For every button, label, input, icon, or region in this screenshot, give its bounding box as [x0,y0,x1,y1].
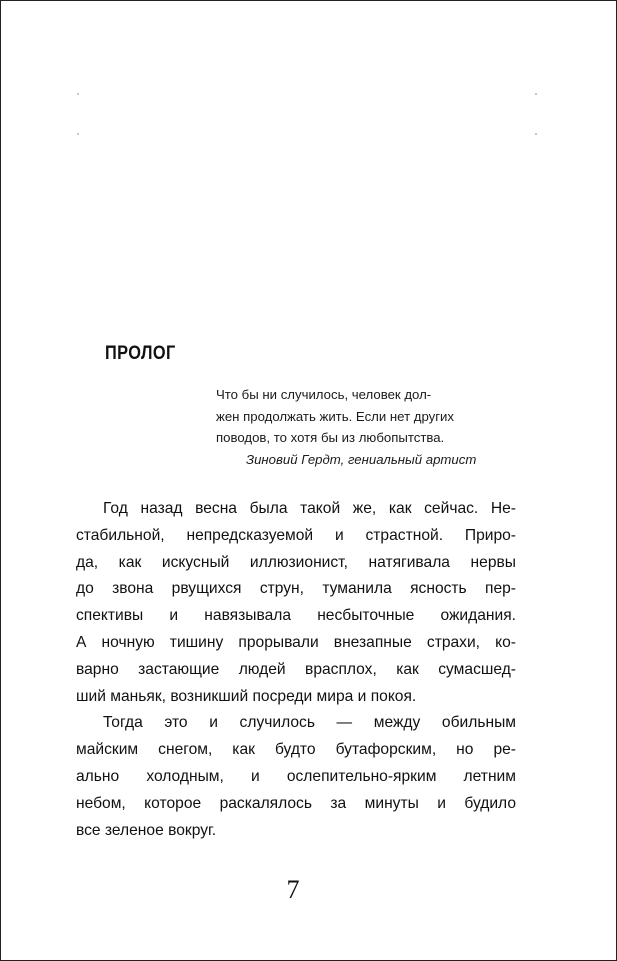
epigraph-line: жен продолжать жить. Если нет других [216,408,455,424]
body-text [76,496,516,844]
paragraph-line: до звона рвущихся струн, туманила ясность пер- [76,580,516,598]
crop-mark [535,93,537,95]
paragraph-line: ший маньяк, возникший посреди мира и покоя. [76,687,417,705]
paragraph-line: ально холодным, и ослепительно-ярким летним [76,767,516,785]
epigraph-author: Зиновий Гердт, гениальный артист [246,451,477,467]
page-number: 7 [286,875,300,904]
paragraph-line: да, как искусный иллюзионист, натягивала нервы [76,553,516,571]
crop-mark [77,133,79,135]
paragraph-line: Тогда это и случилось — между обильным [103,714,516,732]
paragraph-line: спективы и навязывала несбыточные ожидания. [76,607,516,625]
crop-mark [77,93,79,95]
paragraph-line: майским снегом, как будто бутафорским, но ре- [76,741,516,759]
paragraph-line: стабильной, непредсказуемой и страстной. Приро- [76,526,516,544]
crop-mark [535,133,537,135]
chapter-title: ПРОЛОГ [105,343,176,364]
paragraph-line: варно застающие людей врасплох, как сумасшед- [76,660,516,678]
paragraph-line: небом, которое раскалялось за минуты и будило [76,794,516,812]
epigraph [216,384,516,470]
paragraph-line: Год назад весна была такой же, как сейчас. Не- [103,500,516,517]
paragraph-line: все зеленое вокруг. [76,821,217,839]
paragraph-line: А ночную тишину прорывали внезапные страхи, ко- [76,633,516,651]
epigraph-line: Что бы ни случилось, человек дол- [216,387,432,402]
epigraph-line: поводов, то хотя бы из любопытства. [216,430,445,445]
